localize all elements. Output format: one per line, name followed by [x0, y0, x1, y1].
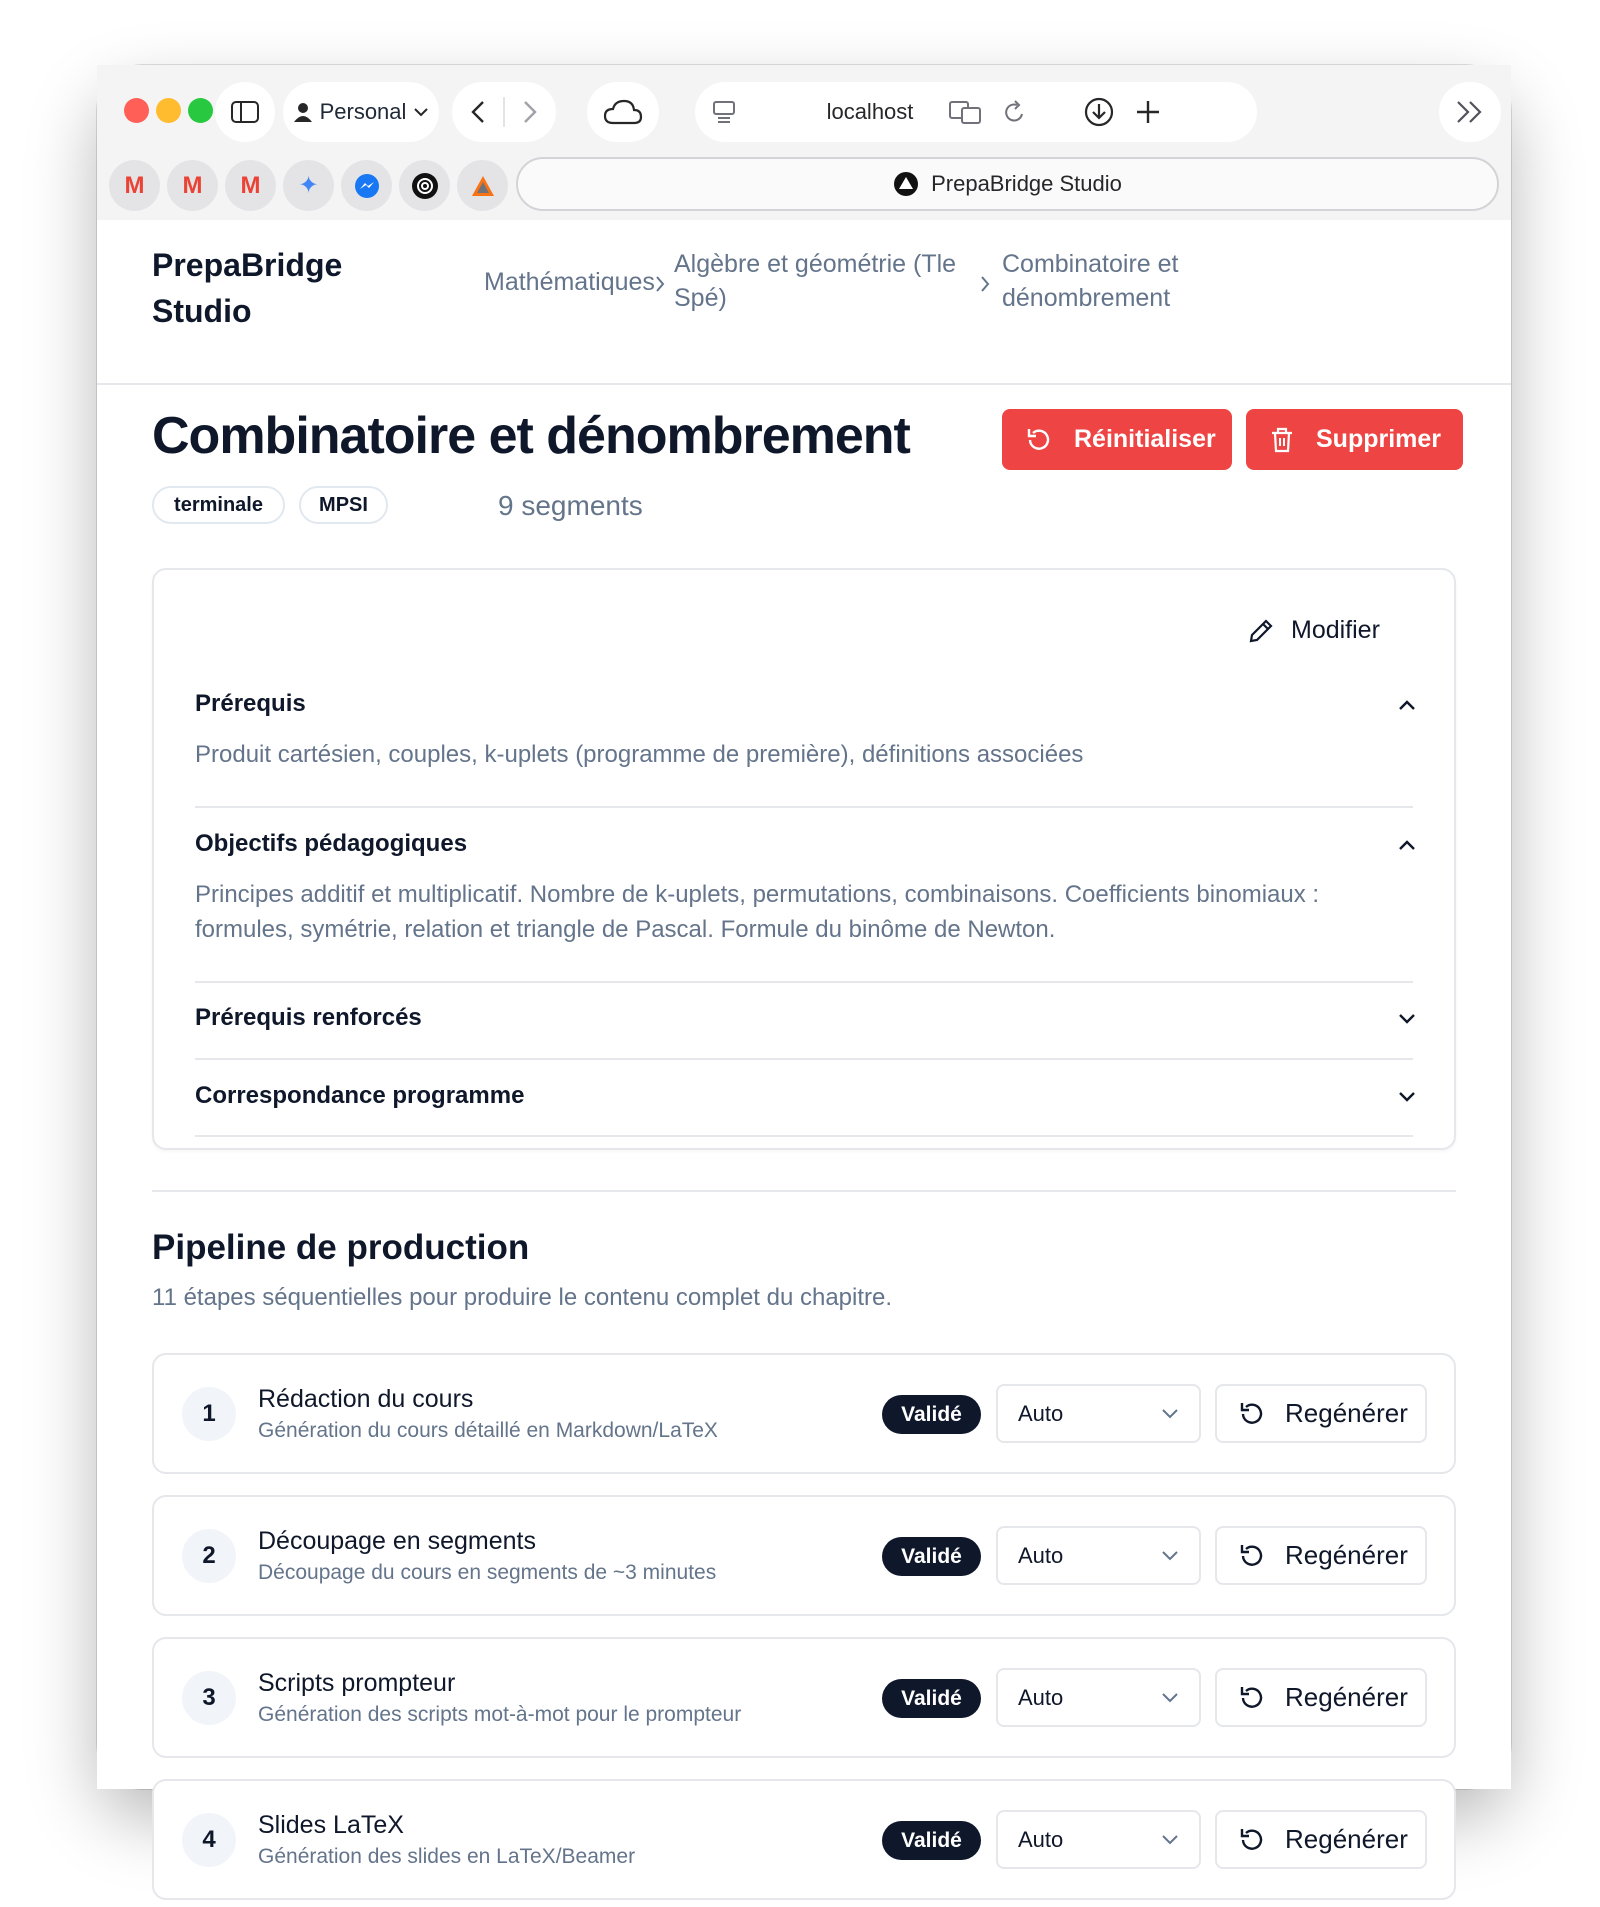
step-name: Rédaction du cours: [258, 1385, 474, 1413]
section-title-prerequis-renforces[interactable]: Prérequis renforcés: [195, 1004, 422, 1031]
step-number: 4: [182, 1813, 236, 1867]
pipeline-subtitle: 11 étapes séquentielles pour produire le contenu complet du chapitre.: [152, 1284, 893, 1311]
step-description: Génération des slides en LaTeX/Beamer: [258, 1845, 636, 1868]
translate-icon[interactable]: [949, 100, 981, 124]
gmail-icon[interactable]: M: [109, 160, 160, 211]
profile-label: Personal: [319, 99, 407, 124]
pipeline-step: [152, 1779, 1456, 1900]
app-header: [97, 220, 1511, 385]
status-badge: Validé: [882, 1821, 981, 1860]
regenerate-label: Regénérer: [1285, 1398, 1408, 1428]
history-nav: [452, 82, 556, 142]
reload-icon[interactable]: [1003, 100, 1025, 124]
reset-label: Réinitialiser: [1074, 425, 1216, 453]
active-tab[interactable]: [516, 157, 1499, 211]
chevron-down-icon: [1161, 1408, 1179, 1420]
pinned-tabs: [109, 160, 508, 211]
section-text-prerequis: Produit cartésien, couples, k-uplets (programme de première), définitions associées: [195, 741, 1084, 768]
mode-select-value: Auto: [1018, 1400, 1064, 1426]
mode-select[interactable]: [996, 1384, 1201, 1443]
minimize-window-button[interactable]: [156, 98, 181, 123]
breadcrumb-item-1[interactable]: Mathématiques: [484, 268, 655, 296]
tag-badge: MPSI: [299, 486, 388, 524]
chapter-details-card: [152, 568, 1456, 1150]
step-description: Génération des scripts mot-à-mot pour le prompteur: [258, 1703, 742, 1726]
mode-select-value: Auto: [1018, 1826, 1064, 1852]
more-tabs-button[interactable]: [1439, 82, 1501, 142]
downloads-new-tab-group: [1062, 82, 1182, 142]
regenerate-button[interactable]: [1215, 1668, 1427, 1727]
modify-label: Modifier: [1291, 616, 1380, 644]
segment-count: 9 segments: [498, 490, 643, 521]
address-bar-field[interactable]: [695, 82, 1045, 142]
mode-select[interactable]: [996, 1668, 1201, 1727]
cloud-icon: [604, 99, 642, 125]
mode-select[interactable]: [996, 1526, 1201, 1585]
cloud-button[interactable]: [587, 82, 659, 142]
chevron-right-icon: [655, 275, 665, 293]
regenerate-button[interactable]: [1215, 1384, 1427, 1443]
chevron-down-icon[interactable]: [1398, 1013, 1416, 1025]
new-tab-icon[interactable]: [1136, 100, 1160, 124]
section-divider: [195, 1135, 1413, 1137]
rotate-ccw-icon: [1239, 1827, 1265, 1853]
browser-window: [97, 65, 1511, 1868]
pencil-icon: [1247, 617, 1275, 645]
section-title-prerequis[interactable]: Prérequis: [195, 690, 306, 717]
page-menu-icon: [713, 101, 735, 123]
back-button[interactable]: [453, 100, 503, 124]
section-title-objectifs[interactable]: Objectifs pédagogiques: [195, 830, 468, 857]
page-content: [97, 220, 1511, 1868]
app-icon[interactable]: [457, 160, 508, 211]
zoom-window-button[interactable]: [188, 98, 213, 123]
pipeline-title: Pipeline de production: [152, 1228, 530, 1267]
section-divider: [195, 1058, 1413, 1060]
pipeline-step: [152, 1637, 1456, 1758]
gmail-icon[interactable]: M: [167, 160, 218, 211]
url-text: localhost: [826, 99, 914, 124]
chevron-up-icon[interactable]: [1398, 839, 1416, 851]
download-icon[interactable]: [1084, 97, 1114, 127]
chevron-right-icon: [523, 100, 537, 124]
status-badge: Validé: [882, 1679, 981, 1718]
breadcrumb-item-current: Combinatoire et dénombrement: [1002, 250, 1179, 312]
gmail-icon[interactable]: M: [225, 160, 276, 211]
section-divider: [195, 806, 1413, 808]
mode-select-value: Auto: [1018, 1542, 1064, 1568]
gemini-icon[interactable]: ✦: [283, 160, 334, 211]
regenerate-button[interactable]: [1215, 1526, 1427, 1585]
delete-button[interactable]: [1246, 409, 1463, 470]
step-description: Découpage du cours en segments de ~3 minutes: [258, 1561, 717, 1584]
chevron-right-icon: [980, 275, 990, 293]
openai-icon[interactable]: [399, 160, 450, 211]
step-number: 1: [182, 1387, 236, 1441]
browser-toolbar: [97, 65, 1511, 220]
vercel-logo-icon: [893, 171, 919, 197]
chevron-down-icon: [1161, 1550, 1179, 1562]
rotate-ccw-icon: [1239, 1401, 1265, 1427]
step-name: Scripts prompteur: [258, 1669, 456, 1697]
regenerate-button[interactable]: [1215, 1810, 1427, 1869]
page-title: Combinatoire et dénombrement: [152, 407, 910, 465]
app-brand[interactable]: PrepaBridge Studio: [152, 247, 343, 329]
mode-select-value: Auto: [1018, 1684, 1064, 1710]
tag-badge: terminale: [152, 486, 285, 524]
chevron-down-icon: [414, 107, 428, 117]
profile-button[interactable]: [283, 82, 439, 142]
status-badge: Validé: [882, 1395, 981, 1434]
step-name: Slides LaTeX: [258, 1811, 404, 1839]
step-description: Génération du cours détaillé en Markdown/LaTeX: [258, 1419, 718, 1442]
chevron-up-icon[interactable]: [1398, 699, 1416, 711]
chevron-down-icon: [1161, 1692, 1179, 1704]
double-chevron-right-icon: [1456, 100, 1484, 124]
rotate-ccw-icon: [1239, 1685, 1265, 1711]
sidebar-toggle-button[interactable]: [215, 82, 275, 142]
rotate-ccw-icon: [1026, 427, 1052, 453]
forward-button[interactable]: [505, 100, 555, 124]
chevron-down-icon[interactable]: [1398, 1091, 1416, 1103]
status-badge: Validé: [882, 1537, 981, 1576]
mode-select[interactable]: [996, 1810, 1201, 1869]
regenerate-label: Regénérer: [1285, 1682, 1408, 1712]
active-tab-title: PrepaBridge Studio: [931, 171, 1122, 196]
rotate-ccw-icon: [1239, 1543, 1265, 1569]
step-number: 3: [182, 1671, 236, 1725]
sidebar-icon: [231, 101, 259, 123]
chevron-down-icon: [1161, 1834, 1179, 1846]
close-window-button[interactable]: [124, 98, 149, 123]
person-icon: [294, 102, 312, 122]
step-number: 2: [182, 1529, 236, 1583]
pipeline-step: [152, 1495, 1456, 1616]
section-text-objectifs: Principes additif et multiplicatif. Nombre de k-uplets, permutations, combinaisons. Coefficients binomiaux : formules, symétrie, relation et triangle de Pascal. Formule du binôme de Newton.: [195, 881, 1320, 943]
step-name: Découpage en segments: [258, 1527, 536, 1555]
regenerate-label: Regénérer: [1285, 1824, 1408, 1854]
modify-button[interactable]: [1247, 616, 1380, 645]
regenerate-label: Regénérer: [1285, 1540, 1408, 1570]
trash-icon: [1270, 427, 1294, 453]
section-divider: [195, 981, 1413, 983]
pipeline-step: [152, 1353, 1456, 1474]
delete-label: Supprimer: [1316, 425, 1442, 453]
chevron-left-icon: [471, 100, 485, 124]
separator: [152, 1190, 1456, 1192]
section-title-correspondance[interactable]: Correspondance programme: [195, 1082, 525, 1109]
reset-button[interactable]: [1002, 409, 1232, 470]
messenger-icon[interactable]: [341, 160, 392, 211]
breadcrumb-item-2[interactable]: Algèbre et géométrie (Tle Spé): [674, 250, 957, 312]
